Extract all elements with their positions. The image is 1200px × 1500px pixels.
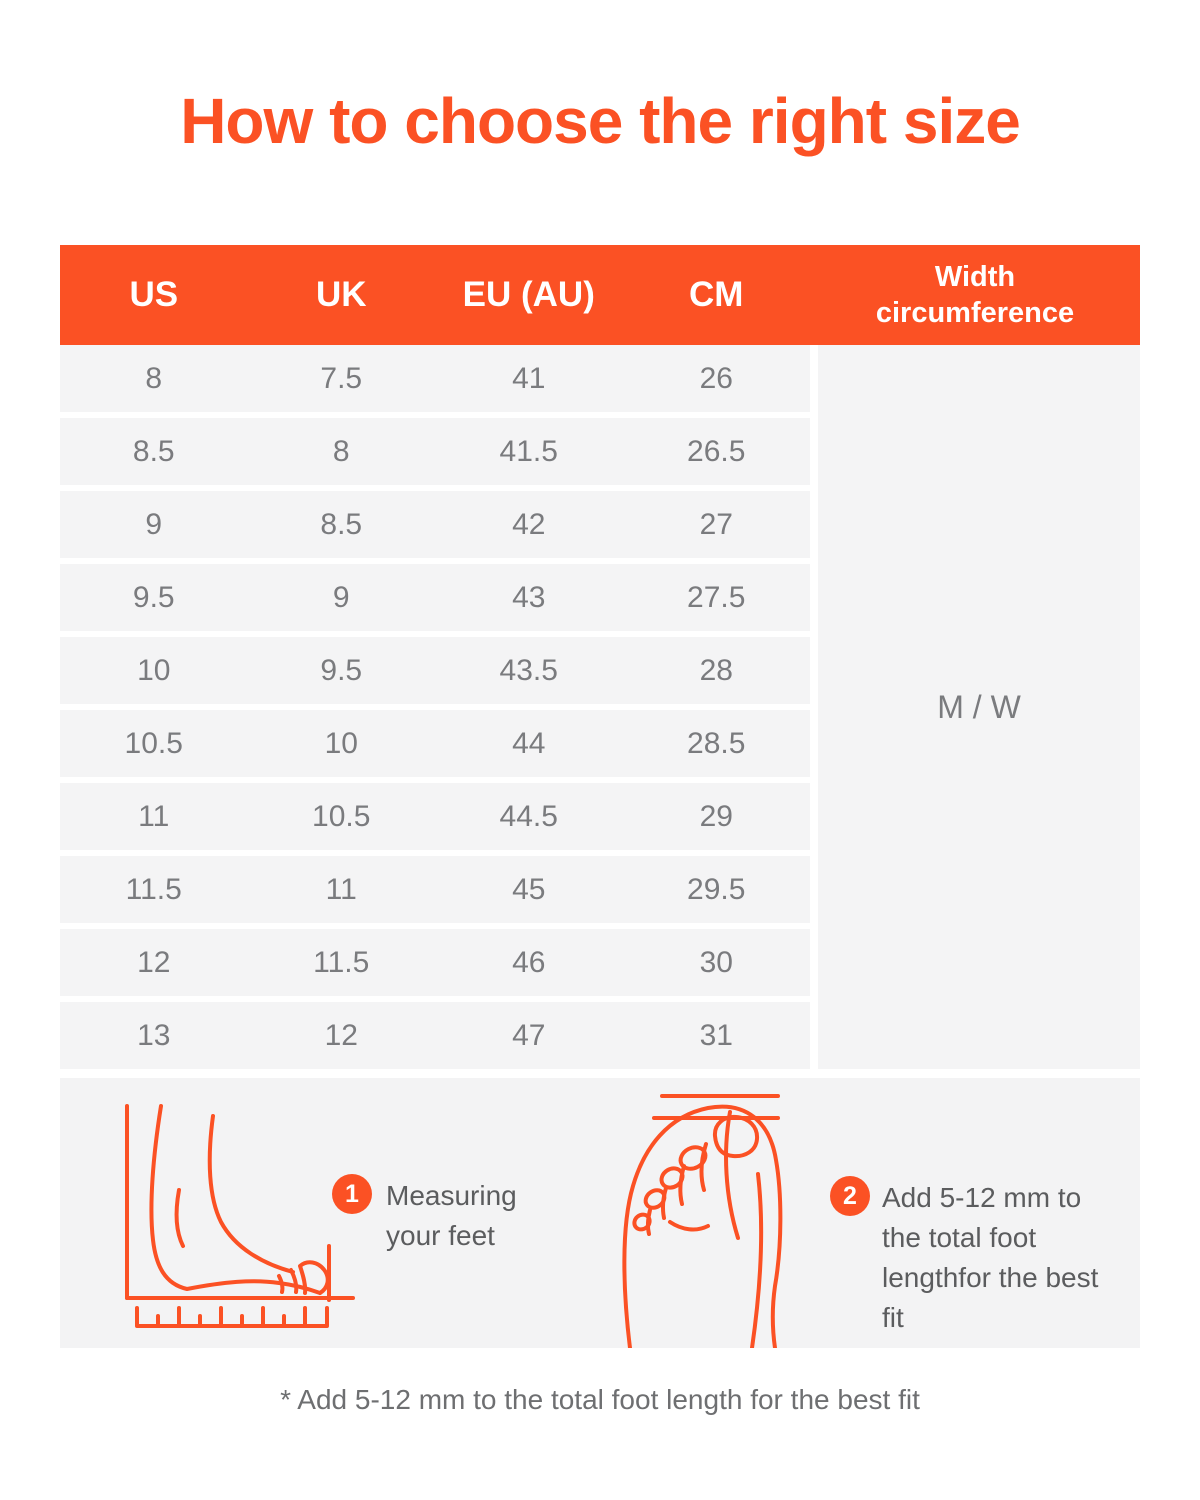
size-cell: 27.5: [687, 580, 746, 614]
size-table-header-row: [60, 245, 1140, 345]
size-rows: [60, 345, 810, 1069]
size-cell: 26: [699, 361, 733, 395]
size-cell: 43: [512, 580, 546, 614]
foot-side-measure-illustration: [115, 1094, 365, 1334]
size-cell: 11.5: [125, 872, 182, 906]
size-cell: 11.5: [313, 945, 370, 979]
header-us: US: [129, 275, 179, 314]
size-cell: 31: [699, 1018, 733, 1052]
size-cell: 10: [137, 653, 171, 687]
table-row: [60, 418, 810, 485]
table-row: [60, 856, 810, 923]
size-cell: 26.5: [687, 434, 746, 468]
size-cell: 11: [138, 799, 170, 833]
size-cell: 7.5: [320, 361, 363, 395]
foot-top-measure-illustration: [618, 1086, 824, 1348]
size-cell: 41.5: [499, 434, 558, 468]
table-row: [60, 1002, 810, 1069]
size-cell: 9.5: [132, 580, 175, 614]
size-cell: 8: [332, 434, 350, 468]
size-cell: 47: [512, 1018, 546, 1052]
size-cell: 45: [512, 872, 546, 906]
step-1-label: Measuring your feet: [386, 1180, 517, 1251]
header-eu-au: EU (AU): [462, 275, 595, 314]
size-cell: 44.5: [499, 799, 558, 833]
size-table: [60, 245, 1140, 1069]
size-cell: 27: [699, 507, 733, 541]
table-row: [60, 783, 810, 850]
size-cell: 8.5: [320, 507, 363, 541]
size-cell: 43.5: [499, 653, 558, 687]
size-table-body: [60, 345, 1140, 1069]
header-cm: CM: [689, 275, 744, 314]
table-row: [60, 564, 810, 631]
table-row: [60, 710, 810, 777]
size-cell: 8: [145, 361, 163, 395]
step-2-badge: 2: [830, 1176, 870, 1216]
size-cell: 9.5: [320, 653, 363, 687]
size-cell: 46: [512, 945, 546, 979]
size-cell: 9: [332, 580, 350, 614]
step-2-label: Add 5-12 mm to the total foot lengthfor the best fit: [882, 1182, 1099, 1333]
size-cell: 44: [512, 726, 546, 760]
header-width-circumference-label: Width circumference: [875, 260, 1075, 329]
size-cell: 8.5: [132, 434, 175, 468]
measuring-panel: [60, 1078, 1140, 1348]
step-1-badge: 1: [332, 1174, 372, 1214]
size-cell: 11: [325, 872, 357, 906]
header-uk: UK: [315, 275, 367, 314]
width-circumference-cell: M / W: [818, 345, 1140, 1069]
size-cell: 13: [137, 1018, 171, 1052]
size-cell: 30: [699, 945, 733, 979]
size-cell: 12: [137, 945, 171, 979]
size-cell: 12: [324, 1018, 358, 1052]
size-cell: 41: [512, 361, 546, 395]
size-cell: 10.5: [312, 799, 371, 833]
size-cell: 28.5: [687, 726, 746, 760]
size-cell: 10.5: [124, 726, 183, 760]
size-cell: 29: [699, 799, 733, 833]
size-cell: 28: [699, 653, 733, 687]
header-width-circumference: [810, 245, 1140, 345]
table-row: [60, 929, 810, 996]
table-row: [60, 637, 810, 704]
size-cell: 9: [145, 507, 163, 541]
size-cell: 42: [512, 507, 546, 541]
table-row: [60, 491, 810, 558]
size-cell: 29.5: [687, 872, 746, 906]
table-row: [60, 345, 810, 412]
footnote: * Add 5-12 mm to the total foot length for the best fit: [280, 1384, 920, 1415]
size-cell: 10: [324, 726, 358, 760]
page-title: How to choose the right size: [180, 85, 1020, 157]
